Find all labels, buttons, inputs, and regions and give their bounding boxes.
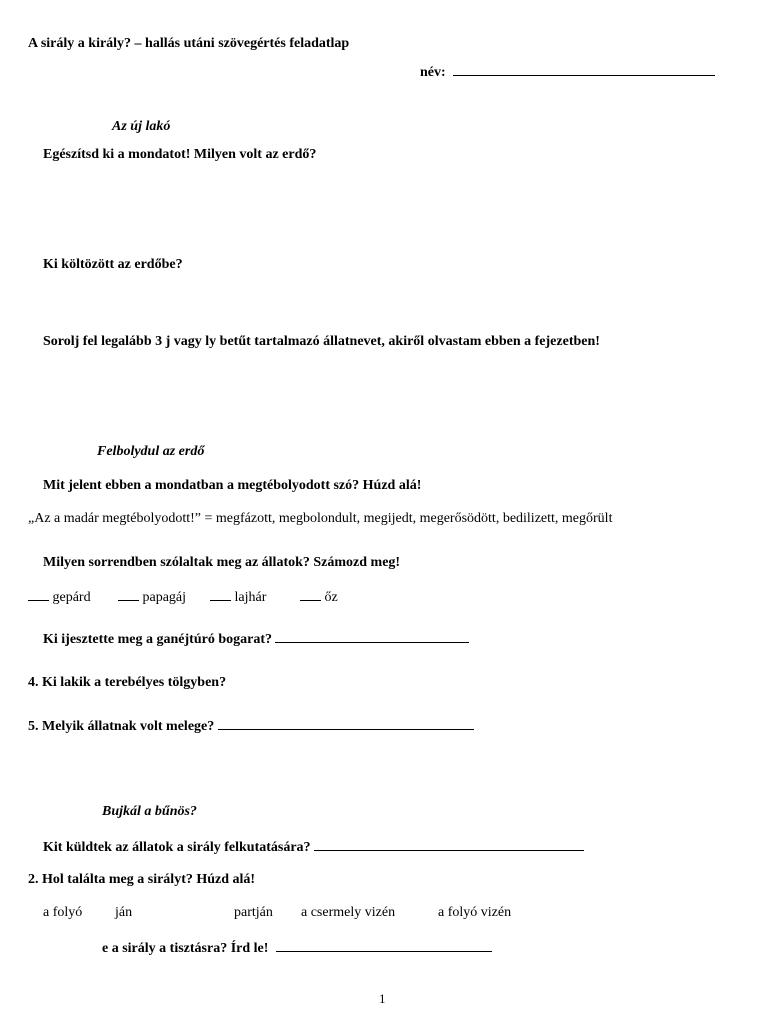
name-label: név: <box>420 65 446 80</box>
animal-order-item[interactable] <box>210 588 266 607</box>
meaning-options[interactable]: „Az a madár megtébolyodott!” = megfázott, megbolondult, megijedt, megerősödött, bedilizett, megőrült <box>28 511 613 526</box>
order-blank[interactable] <box>300 588 321 601</box>
name-field[interactable] <box>420 63 715 82</box>
order-blank[interactable] <box>118 588 139 601</box>
animal-label: gepárd <box>52 590 91 605</box>
place-option[interactable]: partján <box>234 905 273 920</box>
question-warm-animal: 5. Melyik állatnak volt melege? <box>28 717 474 736</box>
question-oak: 4. Ki lakik a terebélyes tölgyben? <box>28 675 227 690</box>
animal-label: őz <box>324 590 338 605</box>
animal-order-item[interactable] <box>118 588 186 607</box>
question-scared-beetle: Ki ijesztette meg a ganéjtúró bogarat? <box>43 630 469 649</box>
question-who-moved: Ki költözött az erdőbe? <box>43 257 183 272</box>
order-blank[interactable] <box>210 588 231 601</box>
place-option[interactable]: a folyó vizén <box>438 905 512 920</box>
worksheet-title: A sirály a király? – hallás utáni szövegértés feladatlap <box>28 36 350 51</box>
question-search-seagull: Kit küldtek az állatok a sirály felkutatására? <box>43 838 584 857</box>
order-blank[interactable] <box>28 588 49 601</box>
answer-blank[interactable] <box>218 717 474 730</box>
animal-order-item[interactable] <box>300 588 338 607</box>
place-option[interactable]: a csermely vizén <box>301 905 396 920</box>
question-clearing: e a sirály a tisztásra? Írd le! <box>102 939 492 958</box>
name-blank[interactable] <box>453 63 715 76</box>
animal-label: papagáj <box>142 590 187 605</box>
animal-order-item[interactable] <box>28 588 91 607</box>
question-where-found: 2. Hol találta meg a sirályt? Húzd alá! <box>28 872 256 887</box>
place-option[interactable]: ján <box>115 905 133 920</box>
place-option[interactable]: a folyó <box>43 905 83 920</box>
answer-blank[interactable] <box>276 939 492 952</box>
question-order: Milyen sorrendben szólaltak meg az állatok? Számozd meg! <box>43 555 401 570</box>
animal-label: lajhár <box>234 590 267 605</box>
section-heading-az-uj-lako: Az új lakó <box>112 119 171 134</box>
answer-blank[interactable] <box>314 838 584 851</box>
question-animal-names: Sorolj fel legalább 3 j vagy ly betűt tartalmazó állatnevet, akiről olvastam ebben a fejezetben! <box>43 334 600 349</box>
question-meaning: Mit jelent ebben a mondatban a megtébolyodott szó? Húzd alá! <box>43 478 422 493</box>
page-number: 1 <box>379 991 386 1006</box>
section-heading-bujkal: Bujkál a bűnös? <box>102 804 197 819</box>
section-heading-felbolydul: Felbolydul az erdő <box>97 444 205 459</box>
question-forest: Egészítsd ki a mondatot! Milyen volt az erdő? <box>43 147 317 162</box>
answer-blank[interactable] <box>275 630 469 643</box>
